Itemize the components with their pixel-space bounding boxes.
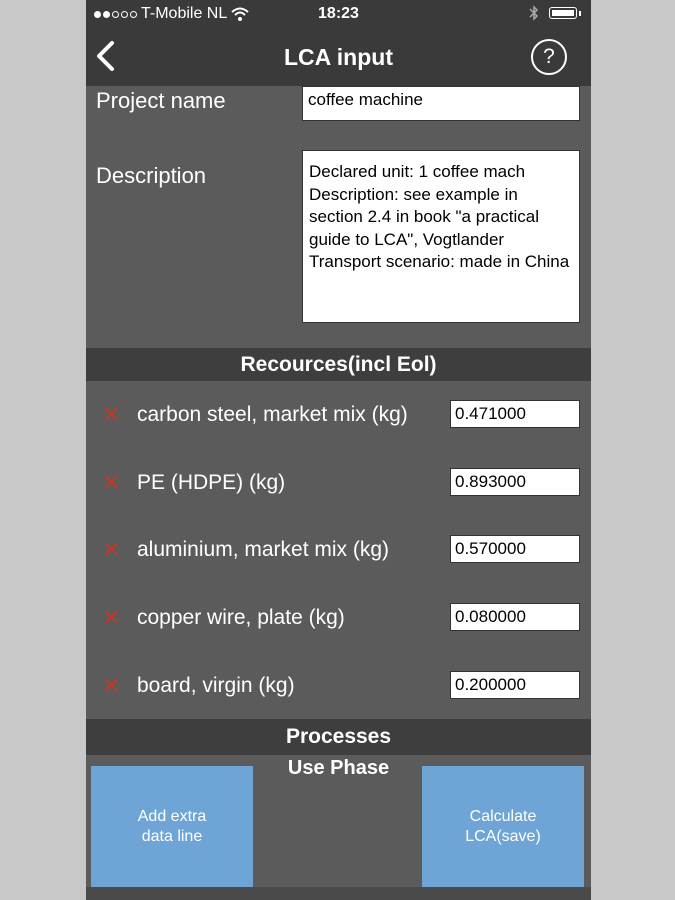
page-title: LCA input (283, 44, 393, 70)
bottom-strip (86, 887, 591, 900)
resource-value-input[interactable]: 0.893000 (450, 468, 580, 496)
processes-header: Processes (86, 719, 591, 755)
remove-icon[interactable]: ✕ (102, 402, 121, 427)
remove-icon[interactable]: ✕ (102, 470, 121, 495)
resource-row (86, 603, 591, 633)
remove-icon[interactable]: ✕ (102, 605, 121, 630)
resource-value-input[interactable]: 0.471000 (450, 400, 580, 428)
description-input[interactable]: Declared unit: 1 coffee mach Description: see example in section 2.4 in book "a practical guide to LCA", Vogtlander Transport scenario: made in China (302, 150, 580, 323)
add-data-line-button[interactable]: Add extra data line (91, 766, 253, 887)
carrier-label: T-Mobile NL (141, 5, 228, 22)
resource-row (86, 535, 591, 565)
battery-tip (579, 11, 581, 16)
battery-icon (549, 7, 577, 19)
resource-label: copper wire, plate (kg) (137, 606, 345, 629)
phone-screen (86, 0, 591, 900)
resource-value-input[interactable]: 0.080000 (450, 603, 580, 631)
resource-label: carbon steel, market mix (kg) (137, 403, 408, 426)
resource-row (86, 400, 591, 430)
resource-row (86, 468, 591, 498)
resource-label: PE (HDPE) (kg) (137, 471, 286, 494)
remove-icon[interactable]: ✕ (102, 673, 121, 698)
resource-label: aluminium, market mix (kg) (137, 538, 390, 561)
bluetooth-icon (529, 5, 539, 21)
resource-row (86, 671, 591, 701)
resource-value-input[interactable]: 0.200000 (450, 671, 580, 699)
status-right (529, 5, 581, 21)
project-name-input[interactable]: coffee machine (302, 86, 580, 121)
project-name-label: Project name (96, 88, 226, 113)
remove-icon[interactable]: ✕ (102, 537, 121, 562)
resource-value-input[interactable]: 0.570000 (450, 535, 580, 563)
nav-bar (86, 30, 591, 86)
help-button[interactable]: ? (531, 39, 567, 75)
resources-header: Recources(incl Eol) (86, 348, 591, 381)
status-time: 18:23 (318, 5, 359, 22)
resource-label: board, virgin (kg) (137, 674, 295, 697)
use-phase-partial: Use Phase (287, 757, 390, 779)
description-label: Description (96, 163, 207, 188)
calculate-lca-button[interactable]: Calculate LCA(save) (422, 766, 584, 887)
status-bar (86, 0, 591, 30)
